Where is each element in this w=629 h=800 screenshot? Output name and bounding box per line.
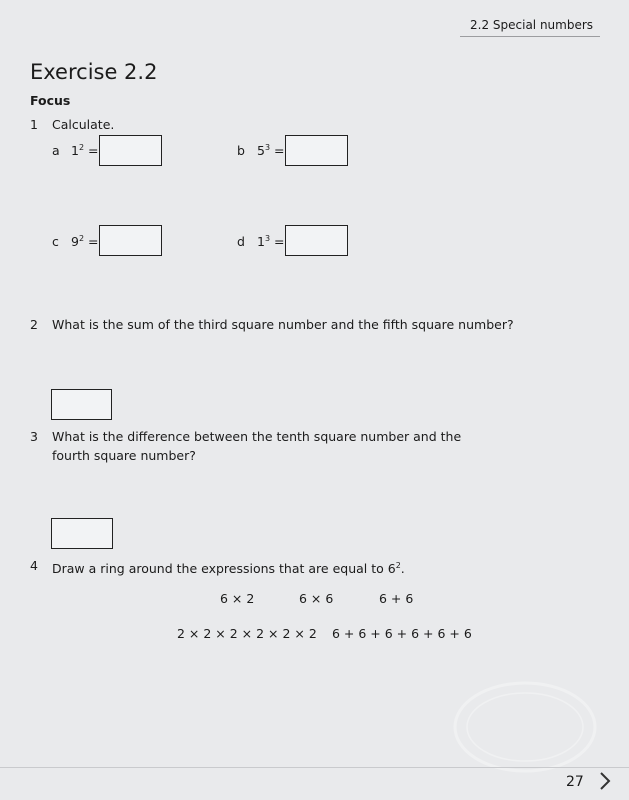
question-2-answer-box[interactable]: [51, 389, 112, 420]
q1-part-d-answer-box[interactable]: [285, 225, 348, 256]
q1-part-a-label: a: [52, 143, 60, 158]
header-rule: [460, 36, 600, 37]
chevron-right-icon[interactable]: [598, 771, 612, 796]
footer-rule: [0, 767, 629, 768]
expression-6-times-6[interactable]: 6 × 6: [299, 591, 334, 606]
question-4-number: 4: [30, 558, 38, 573]
question-4-text: Draw a ring around the expressions that are equal to $6^2$.: [52, 561, 405, 577]
question-1-text: Calculate.: [52, 117, 115, 132]
q1-part-d-expression: $1^3$ =: [257, 233, 285, 249]
q1-part-c-label: c: [52, 234, 59, 249]
question-2-number: 2: [30, 317, 38, 332]
page-number: 27: [566, 774, 584, 790]
q1-part-a-expression: $1^2$ =: [71, 142, 99, 158]
question-3-number: 3: [30, 429, 38, 444]
q1-part-b-label: b: [237, 143, 245, 158]
q1-part-c-answer-box[interactable]: [99, 225, 162, 256]
q1-part-b-expression: $5^3$ =: [257, 142, 285, 158]
expression-6-times-2[interactable]: 6 × 2: [220, 591, 255, 606]
q1-part-a-answer-box[interactable]: [99, 135, 162, 166]
q1-part-b-answer-box[interactable]: [285, 135, 348, 166]
expression-2-product-six-times[interactable]: 2 × 2 × 2 × 2 × 2 × 2: [177, 626, 317, 641]
question-1-number: 1: [30, 117, 38, 132]
expression-6-plus-6[interactable]: 6 + 6: [379, 591, 414, 606]
expression-6-sum-six-times[interactable]: 6 + 6 + 6 + 6 + 6 + 6: [332, 626, 472, 641]
question-2-text: What is the sum of the third square number and the fifth square number?: [52, 317, 514, 332]
q1-part-c-expression: $9^2$ =: [71, 233, 99, 249]
section-title: 2.2 Special numbers: [470, 18, 594, 32]
q1-part-d-label: d: [237, 234, 245, 249]
exercise-title: Exercise 2.2: [30, 60, 158, 84]
watermark-seal: [450, 675, 600, 775]
focus-heading: Focus: [30, 93, 71, 108]
question-3-text: What is the difference between the tenth square number and the fourth square number?: [52, 429, 462, 463]
question-3-answer-box[interactable]: [51, 518, 113, 549]
